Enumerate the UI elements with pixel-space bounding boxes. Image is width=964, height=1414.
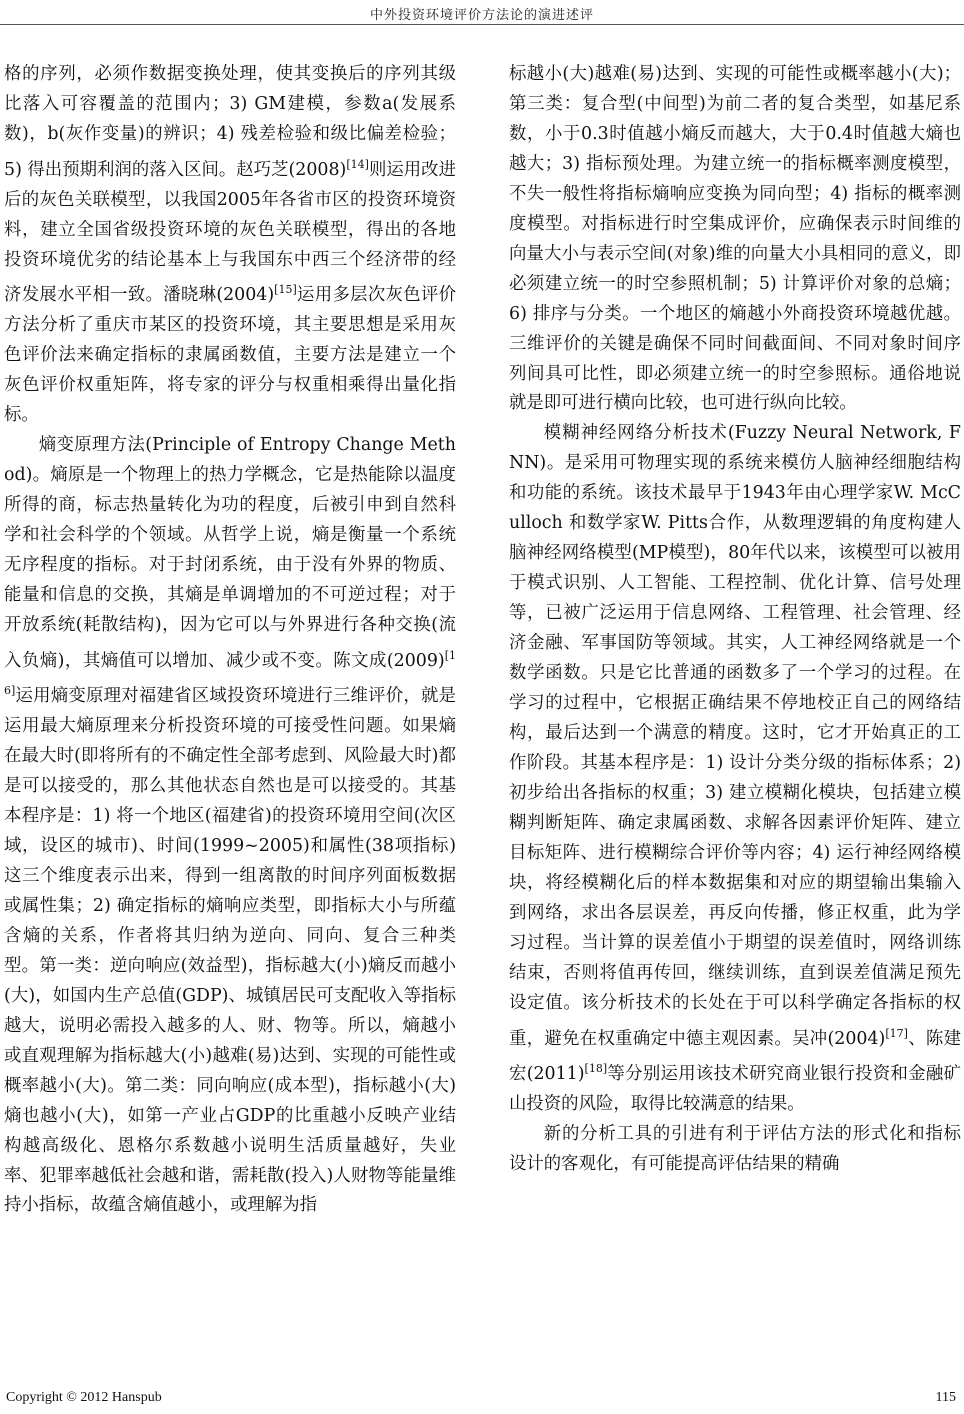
- citation-marker: [18]: [584, 1062, 608, 1076]
- running-header: 中外投资环境评价方法论的演进述评: [369, 8, 594, 23]
- paragraph-entropy-continued: 标越小(大)越难(易)达到、实现的可能性或概率越小(大)；第三类：复合型(中间型)为前二者的复合类型，如基尼系数，小于0.3时值越小熵反而越大，大于0.4时值越大熵也越大；3) 指标预处理。为建立统一的指标概率测度模型，不失一般性将指标熵响应变换为同向型；4) 指标的概率测度模型。对指标进行时空集成评价，应确保表示时间维的向量大小与表示空间(对象)维的向量大小具相同的意义，即必须建立统一的时空参照机制；5) 计算评价对象的总熵；6) 排序与分类。一个地区的熵越小外商投资环境越优越。三维评价的关键是确保不同时间截面间、不同对象时间序列间具可比性，即必须建立统一的时空参照标。通俗地说就是即可进行横向比较，也可进行纵向比较。: [509, 64, 961, 414]
- right-column: [509, 60, 961, 1180]
- citation-marker: [16]: [4, 648, 456, 698]
- paragraph-new-tools: 新的分析工具的引进有利于评估方法的形式化和指标设计的客观化，有可能提高评估结果的精确: [509, 1123, 961, 1174]
- left-column: [4, 60, 456, 1221]
- paragraph-entropy-method: 熵变原理方法(Principle of Entropy Change Method)。熵原是一个物理上的热力学概念，它是热能除以温度所得的商，标志热量转化为功的程度，后被引申到自然科学和社会科学的个领域。从哲学上说，熵是衡量一个系统无序程度的指标。对于封闭系统，由于没有外界的物质、能量和信息的交换，其熵是单调增加的不可逆过程；对于开放系统(耗散结构)，因为它可以与外界进行各种交换(流入负熵)，其熵值可以增加、减少或不变。陈文成(2009)[16]运用熵变原理对福建省区域投资环境进行三维评价，就是运用最大熵原理来分析投资环境的可接受性问题。如果熵在最大时(即将所有的不确定性全部考虑到、风险最大时)都是可以接受的，那么其他状态自然也是可以接受的。其基本程序是：1) 将一个地区(福建省)的投资环境用空间(次区域，设区的城市)、时间(1999~2005)和属性(38项指标)这三个维度表示出来，得到一组离散的时间序列面板数据或属性集；2) 确定指标的熵响应类型，即指标大小与所蕴含熵的关系，作者将其归纳为逆向、同向、复合三种类型。第一类：逆向响应(效益型)，指标越大(小)熵反而越小(大)，如国内生产总值(GDP)、城镇居民可支配收入等指标越大，说明必需投入越多的人、财、物等。所以，熵越小或直观理解为指标越大(小)越难(易)达到、实现的可能性或概率越小(大)。第二类：同向响应(成本型)，指标越小(大)熵也越小(大)，如第一产业占GDP的比重越小反映产业结构越高级化、恩格尔系数越小说明生活质量越好，失业率、犯罪率越低社会越和谐，需耗散(投入)人财物等能量维持小指标，故蕴含熵值越小，或理解为指: [4, 435, 456, 1216]
- citation-marker: [14]: [346, 157, 369, 171]
- header-rule: [0, 24, 964, 25]
- copyright-notice: Copyright © 2012 Hanspub: [6, 1390, 162, 1405]
- paragraph-fuzzy-neural-network: 模糊神经网络分析技术(Fuzzy Neural Network, FNN)。是采用可物理实现的系统来模仿人脑神经细胞结构和功能的系统。该技术最早于1943年由心理学家W. McCulloch 和数学家W. Pitts合作，从数理逻辑的角度构建人脑神经网络模型(MP模型)，80年代以来，该模型可以被用于模式识别、人工智能、工程控制、优化计算、信号处理等，已被广泛运用于信息网络、工程管理、社会管理、经济金融、军事国防等领域。其实，人工神经网络就是一个数学函数。只是它比普通的函数多了一个学习的过程。在学习的过程中，它根据正确结果不停地校正自己的网络结构，最后达到一个满意的精度。这时，它才开始真正的工作阶段。其基本程序是：1) 设计分类分级的指标体系；2) 初步给出各指标的权重；3) 建立模糊化模块，包括建立模糊判断矩阵、确定隶属函数、求解各因素评价矩阵、建立目标矩阵、进行模糊综合评价等内容；4) 运行神经网络模块，将经模糊化后的样本数据集和对应的期望输出集输入到网络，求出各层误差，再反向传播，修正权重，此为学习过程。当计算的误差值小于期望的误差值时，网络训练结束，否则将值再传回，继续训练，直到误差值满足预先设定值。该分析技术的长处在于可以科学确定各指标的权重，避免在权重确定中德主观因素。吴冲(2004)[17]、陈建宏(2011)[18]等分别运用该技术研究商业银行投资和金融矿山投资的风险，取得比较满意的结果。: [509, 423, 961, 1114]
- page-number: 115: [935, 1390, 956, 1405]
- citation-marker: [17]: [885, 1026, 908, 1040]
- citation-marker: [15]: [274, 283, 297, 297]
- paragraph-grey-model-continued: 格的序列，必须作数据变换处理，使其变换后的序列其级比落入可容覆盖的范围内；3) GM建模，参数a(发展系数)，b(灰作变量)的辨识；4) 残差检验和级比偏差检验；5) 得出预期利润的落入区间。赵巧芝(2008)[14]则运用改进后的灰色关联模型，以我国2005年各省市区的投资环境资料，建立全国省级投资环境的灰色关联模型，得出的各地投资环境优劣的结论基本上与我国东中西三个经济带的经济发展水平相一致。潘晓琳(2004)[15]运用多层次灰色评价方法分析了重庆市某区的投资环境，其主要思想是采用灰色评价法来确定指标的隶属函数值，主要方法是建立一个灰色评价权重矩阵，将专家的评分与权重相乘得出量化指标。: [4, 64, 456, 426]
